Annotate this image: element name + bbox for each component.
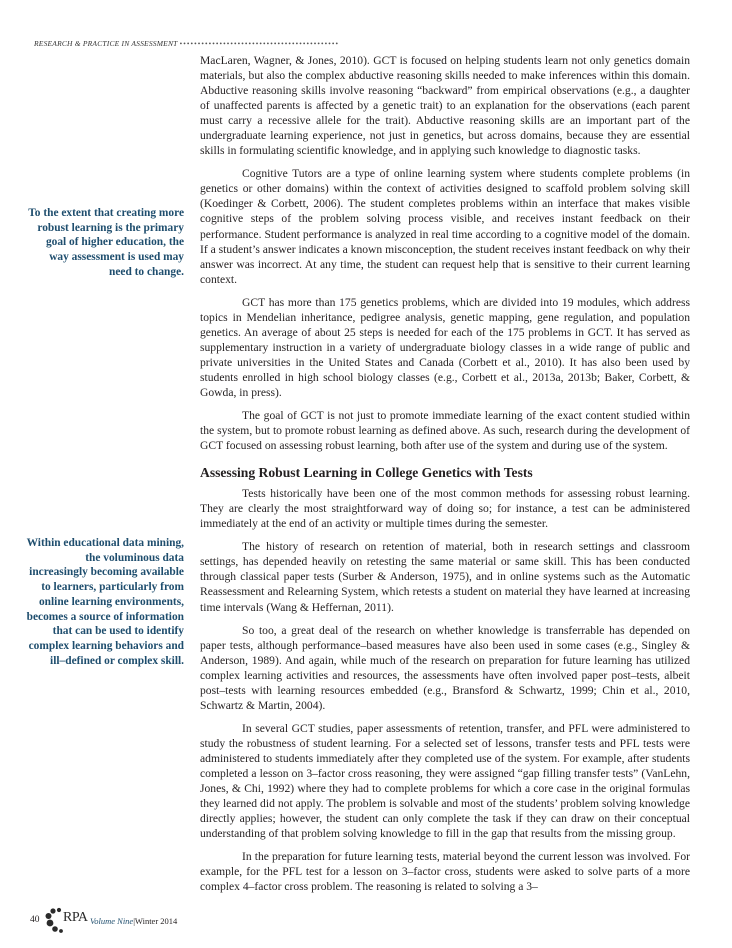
paragraph: The history of research on retention of material, both in research settings and classroom settings, has depended heavily on retesting the same material or same skill. This has been conducted through classical paper tests (Surber & Anderson, 1975), and in online systems such as the Automatic Reassessment and Relearning System, which retests a student on material they have learned at increasing time intervals (Wang & Heffernan, 2011). [200,540,690,614]
paragraph: GCT has more than 175 genetics problems, which are divided into 19 modules, which address topics in Mendelian inheritance, pedigree analysis, genetic mapping, gene regulation, and population genetics. An average of about 25 steps is needed for each of the 175 problems in GCT. It has served as supplementary instruction in a variety of undergraduate biology classes in a wide range of public and private universities in the United States and Canada (Corbett et al., 2010). It has also been used by students enrolled in high school biology classes (e.g., Corbett et al., 2013a, 2013b; Baker, Corbett, & Gowda, in press). [200,295,690,399]
issue-separator: | [133,916,135,926]
paragraph: Tests historically have been one of the most common methods for assessing robust learning. They are clearly the most straightforward way of doing so; for instance, a test can be administered immediately at the end of an activity or multiple times during the semester. [200,487,690,531]
section-heading: Assessing Robust Learning in College Genetics with Tests [200,465,533,481]
running-head-title: RESEARCH & PRACTICE IN ASSESSMENT [34,39,178,48]
paragraph: Cognitive Tutors are a type of online learning system where students complete problems (in genetics or other domains) within the context of activities designed to scaffold problem solving skill (Koedinger & Corbett, 2006). The student completes problems within an interface that makes visible cognitive steps of the problem solving process visible, and receives instant feedback on their performance. Student performance is analyzed in real time according to a cognitive model of the domain. If a student’s answer indicates a known misconception, the student receives instant feedback on why their answer was incorrect. At any time, the student can request help that is sensitive to their current learning context. [200,167,691,286]
pullquote-educational-data-mining: Within educational data mining, the voluminous data increasingly becoming available to learners, particularly from online learning environments, becomes a source of information that can be used to identify complex learning behaviors and ill–defined or complex skill. [26,537,184,667]
running-head [34,39,340,51]
main-text-column [200,53,690,902]
running-head-dots: •••••••••••••••••••••••••••••••••••••••••••• [179,39,340,48]
paragraph: In the preparation for future learning tests, material beyond the current lesson was involved. For example, for the PFL test for a lesson on 3–factor cross, students were asked to solve parts of a more complex 4–factor cross problem. The reasoning is related to solving a 3– [200,850,690,894]
paragraph: So too, a great deal of the research on whether knowledge is transferrable has depended on paper tests, although performance–based measures have also been used in some cases (e.g., Singley & Anderson, 1989). And again, while much of the research on preparation for future learning has utilized complex learning activities and resources, the assessments have often involved paper post–tests, albeit post–tests with learning resources embedded (e.g., Bransford & Schwartz, 1999; Chin et al., 2010, Schwartz & Martin, 2004). [200,623,690,712]
page-number: 40 [30,915,40,925]
pullquote-robust-learning: To the extent that creating more robust learning is the primary goal of higher education, the way assessment is used may need to change. [28,207,184,278]
logo-text: RPA [63,910,88,925]
page-footer [30,906,290,936]
paragraph: MacLaren, Wagner, & Jones, 2010). GCT is focused on helping students learn not only genetics domain materials, but also the complex abductive reasoning skills needed to make inferences within this domain. Abductive reasoning skills involve reasoning “backward” from empirical observations (e.g., a daughter of unaffected parents is affected by a genetic trait) to an explanation for the observations (each parent must carry a recessive allele for the trait). Abductive reasoning skills are an important part of the undergraduate learning experience, not just in genetics, but across domains, because they are essential skills in formulating scientific knowledge, and in applying such knowledge to diagnostic tasks. [200,54,690,158]
issue-info [90,916,177,926]
paragraph: The goal of GCT is not just to promote immediate learning of the exact content studied within the system, but to promote robust learning as defined above. As such, research during the development of GCT focused on assessing robust learning, both after use of the system and during use of the system. [200,409,690,453]
paragraph: In several GCT studies, paper assessments of retention, transfer, and PFL were administered to study the robustness of student learning. For a selected set of lessons, transfer tests and PFL tests were administered to students immediately after they completed use of the system. For example, after students completed a lesson on 3–factor cross reasoning, they were assigned “gap filling transfer tests” (VanLehn, Jones, & Chi, 1992) where they had to complete problems for which a core case in the original formulas they learned did not apply. The problem is solvable and most of the students’ problem solving knowledge directly applies; however, the student can only complete the task if they can draw on their conceptual understanding of that problem solving knowledge to fill in the gap that results from the missing group. [200,721,690,841]
volume-label: Volume Nine [90,916,134,926]
issue-date: Winter 2014 [134,916,178,926]
